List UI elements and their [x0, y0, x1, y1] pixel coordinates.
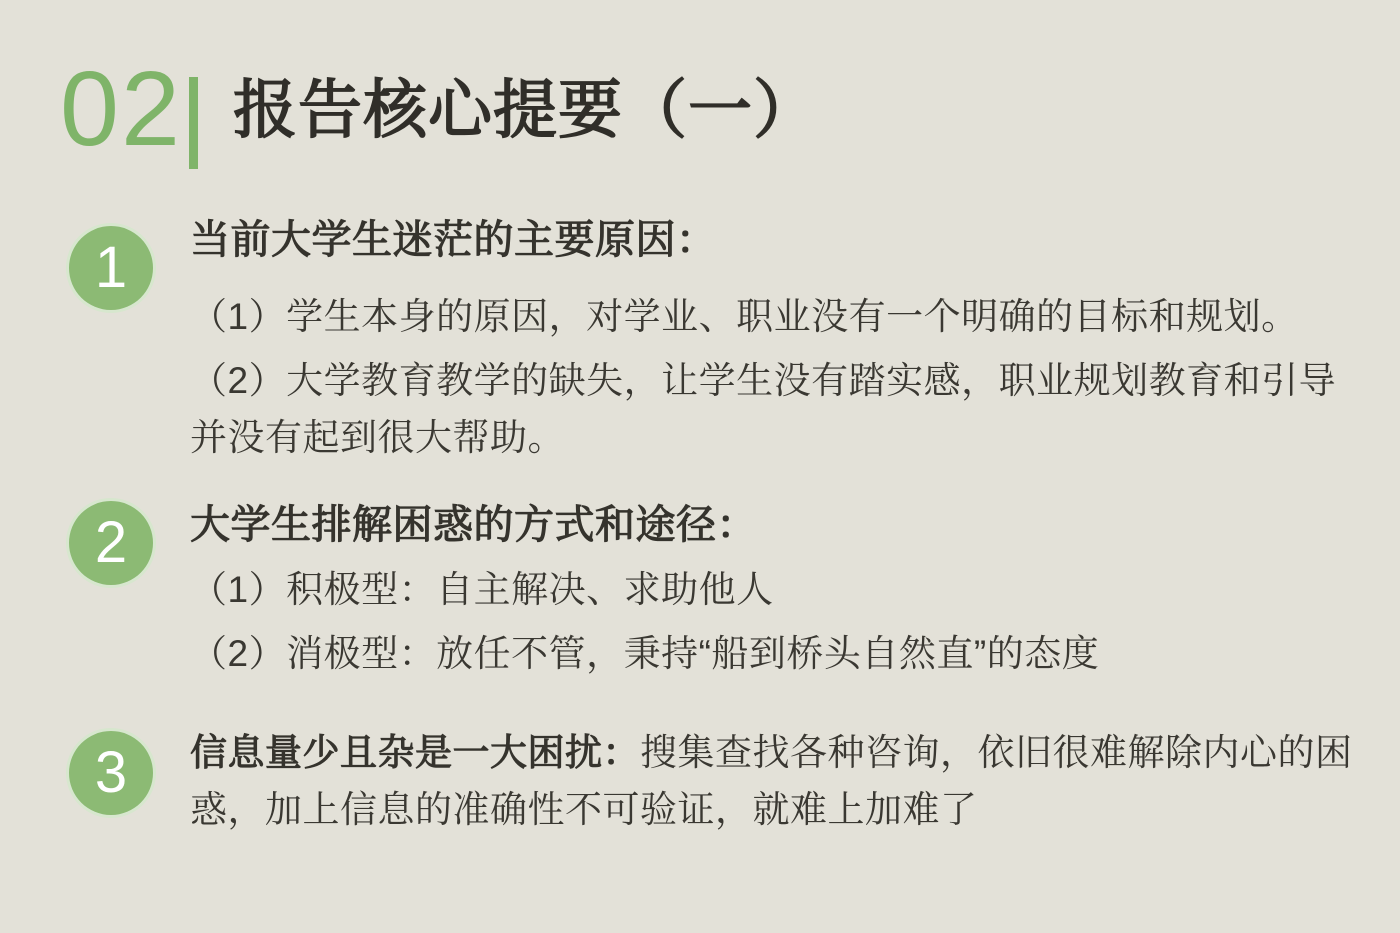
item-badge-1-number: 1: [94, 235, 128, 300]
item-3-heading: 信息量少且杂是一大困扰：: [190, 732, 640, 773]
item-2-line-2: （2）消极型：放任不管，秉持“船到桥头自然直”的态度: [190, 633, 1100, 674]
item-badge-3-number: 3: [94, 740, 128, 805]
item-2-line-1: （1）积极型：自主解决、求助他人: [190, 569, 774, 610]
item-badge-2: [66, 498, 156, 588]
item-2-heading: 大学生排解困惑的方式和途径：: [190, 503, 757, 547]
item-3-body: 搜集查找各种咨询，依旧很难解除内心的困惑，加上信息的准确性不可验证，就难上加难了: [190, 732, 1353, 830]
item-1: [190, 216, 1362, 473]
item-1-heading: 当前大学生迷茫的主要原因：: [190, 218, 717, 262]
item-1-line-2: （2）大学教育教学的缺失，让学生没有踏实感，职业规划教育和引导并没有起到很大帮助。: [190, 360, 1337, 458]
item-2: [190, 501, 1362, 689]
item-3-paragraph: [190, 724, 1362, 838]
section-number: 02: [60, 50, 182, 168]
item-badge-2-number: 2: [94, 510, 128, 575]
item-3: [190, 724, 1362, 838]
title-divider-bar: [189, 77, 198, 169]
item-1-line-1: （1）学生本身的原因，对学业、职业没有一个明确的目标和规划。: [190, 296, 1299, 337]
page-title: 报告核心提要（一）: [233, 74, 818, 146]
item-badge-3: [66, 728, 156, 818]
item-badge-1: [66, 223, 156, 313]
